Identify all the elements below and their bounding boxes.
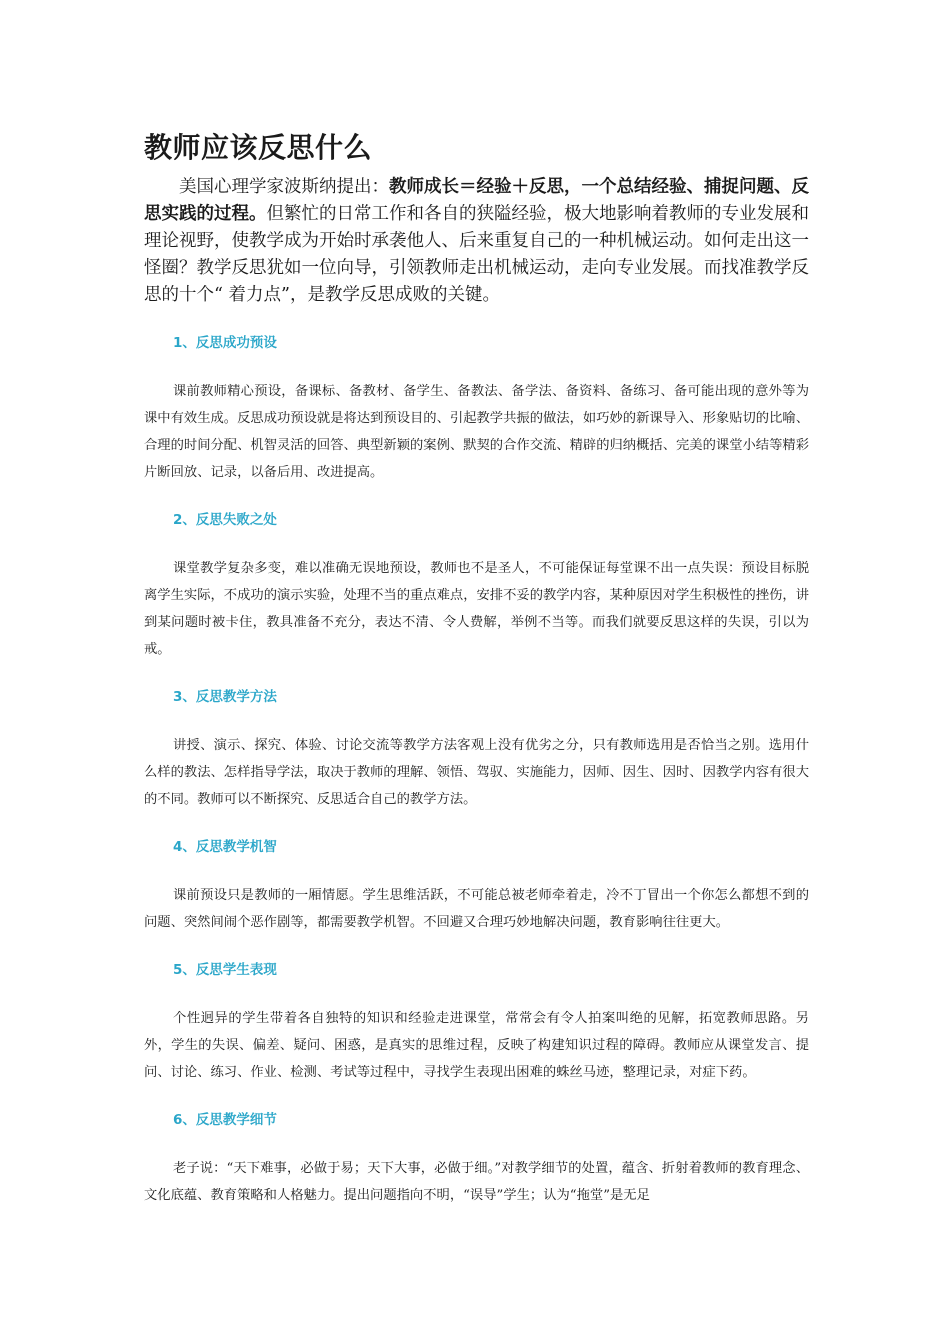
section-heading: 3、反思教学方法: [173, 689, 277, 705]
section-body: 个性迥异的学生带着各自独特的知识和经验走进课堂，常常会有令人拍案叫绝的见解，拓宽教师思路。另外，学生的失误、偏差、疑问、困惑，是真实的思维过程，反映了构建知识过程的障碍。教师应从课堂发言、提问、讨论、练习、作业、检测、考试等过程中，寻找学生表现出困难的蛛丝马迹，整理记录，对症下药。: [144, 1011, 809, 1080]
section-body: 老子说：“天下难事，必做于易；天下大事，必做于细。”对教学细节的处置，蕴含、折射着教师的教育理念、文化底蕴、教育策略和人格魅力。提出问题指向不明，“误导”学生；认为“拖堂”是无足: [144, 1161, 809, 1203]
intro-lead: 美国心理学家波斯纳提出：: [179, 177, 389, 197]
section-body: 课前教师精心预设，备课标、备教材、备学生、备教法、备学法、备资料、备练习、备可能出现的意外等为课中有效生成。反思成功预设就是将达到预设目的、引起教学共振的做法，如巧妙的新课导入、形象贴切的比喻、合理的时间分配、机智灵活的回答、典型新颖的案例、默契的合作交流、精辟的归纳概括、完美的课堂小结等精彩片断回放、记录，以备后用、改进提高。: [144, 384, 809, 480]
section-body: 讲授、演示、探究、体验、讨论交流等教学方法客观上没有优劣之分，只有教师选用是否恰当之别。选用什么样的教法、怎样指导学法，取决于教师的理解、领悟、驾驭、实施能力，因师、因生、因时、因教学内容有很大的不同。教师可以不断探究、反思适合自己的教学方法。: [144, 738, 809, 807]
section-heading: 5、反思学生表现: [173, 962, 277, 978]
section-heading: 1、反思成功预设: [173, 335, 277, 351]
section-heading: 6、反思教学细节: [173, 1112, 277, 1128]
intro-bold-statement: 教师成长＝经验＋反思，一个总结经验、捕捉问题、反思实践的过程。: [144, 177, 809, 224]
page-title: 教师应该反思什么: [144, 131, 373, 164]
intro-rest: 但繁忙的日常工作和各自的狭隘经验，极大地影响着教师的专业发展和理论视野，使教学成为开始时承袭他人、后来重复自己的一种机械运动。如何走出这一怪圈？教学反思犹如一位向导，引领教师走出机械运动，走向专业发展。而找准教学反思的十个“ 着力点”，是教学反思成败的关键。: [144, 204, 809, 305]
intro-paragraph: [144, 174, 809, 309]
section-body: 课堂教学复杂多变，难以准确无误地预设，教师也不是圣人，不可能保证每堂课不出一点失误：预设目标脱离学生实际，不成功的演示实验，处理不当的重点难点，安排不妥的教学内容，某种原因对学生积极性的挫伤，讲到某问题时被卡住，教具准备不充分，表达不清、令人费解，举例不当等。而我们就要反思这样的失误，引以为戒。: [144, 561, 809, 657]
section-heading: 2、反思失败之处: [173, 512, 277, 528]
section-body: 课前预设只是教师的一厢情愿。学生思维活跃，不可能总被老师牵着走，冷不丁冒出一个你怎么都想不到的问题、突然间闹个恶作剧等，都需要教学机智。不回避又合理巧妙地解决问题，教育影响往往更大。: [144, 888, 809, 930]
document-page: [144, 128, 809, 1209]
section-heading: 4、反思教学机智: [173, 839, 277, 855]
